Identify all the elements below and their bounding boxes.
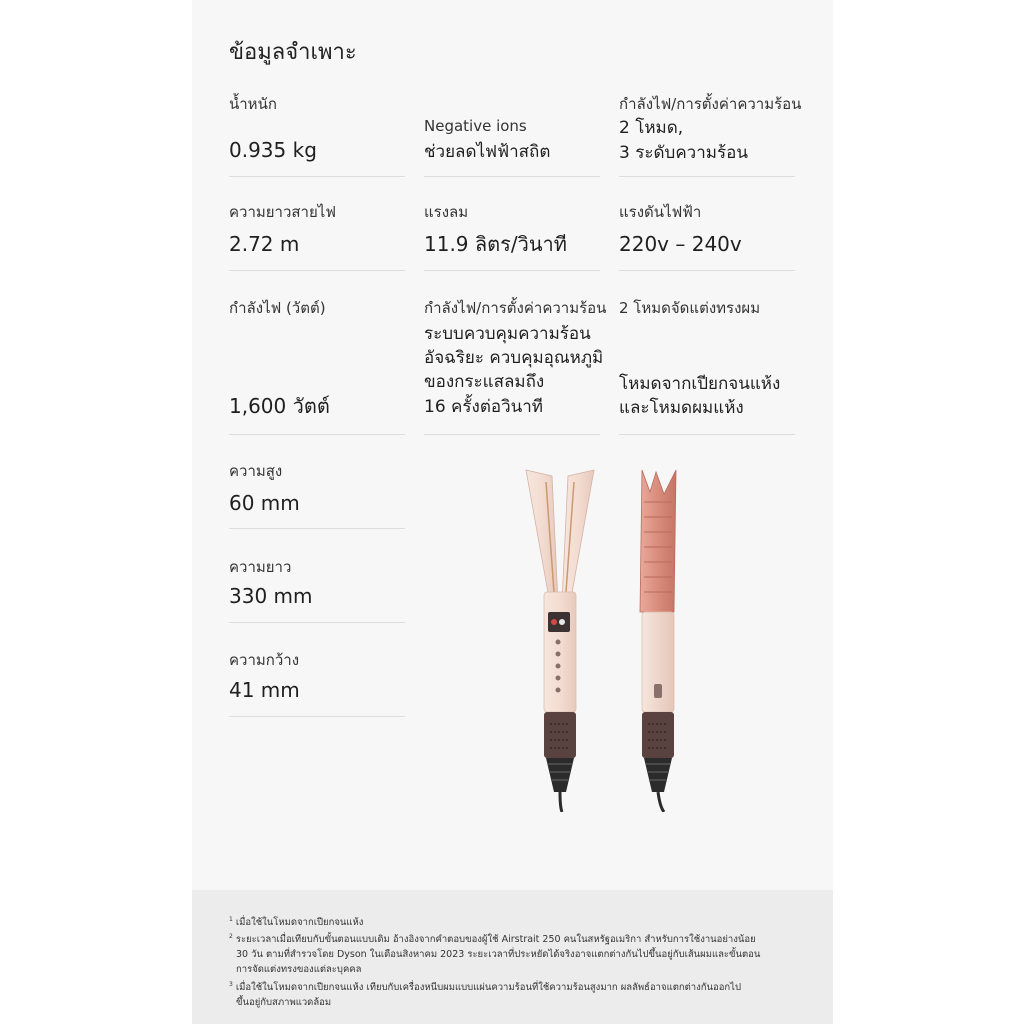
spec-label: แรงลม — [424, 203, 469, 221]
spec-value: 16 ครั้งต่อวินาที — [424, 397, 544, 417]
spec-label: ความยาว — [229, 558, 292, 576]
spec-label: ความสูง — [229, 462, 283, 480]
footnote-text: 30 วัน ตามที่สำรวจโดย Dyson ในเดือนสิงหาคม 2023 ระยะเวลาที่ประหยัดได้จริงอาจแตกต่างกันไปขึ้นอยู่กับเส้นผมและขั้นตอน — [236, 949, 761, 961]
footnote-text: ระยะเวลาเมื่อเทียบกับขั้นตอนแบบเดิม อ้างอิงจากคำตอบของผู้ใช้ Airstrait 250 คนในสหรัฐอเมริกา สำหรับการใช้งานอย่างน้อย — [235, 934, 756, 946]
spec-value: ระบบควบคุมความร้อน — [424, 324, 591, 344]
footnote-mark: 2 — [229, 933, 233, 940]
footnote-3 — [229, 977, 741, 1010]
spec-label: กำลังไฟ/การตั้งค่าความร้อน — [424, 299, 607, 317]
footnote-1 — [229, 912, 363, 930]
spec-value: 2 โหมด, — [619, 118, 684, 138]
spec-value: 1,600 วัตต์ — [229, 394, 330, 418]
spec-value: โหมดจากเปียกจนแห้ง — [619, 374, 781, 394]
spec-value: 0.935 kg — [229, 138, 317, 162]
footnote-mark: 1 — [229, 916, 233, 923]
divider — [619, 270, 795, 271]
spec-label: 2 โหมดจัดแต่งทรงผม — [619, 299, 761, 317]
divider — [229, 716, 405, 717]
divider — [229, 622, 405, 623]
divider — [424, 270, 600, 271]
divider — [619, 176, 795, 177]
footnote-2 — [229, 929, 760, 977]
spec-value: 60 mm — [229, 491, 300, 515]
page-title: ข้อมูลจำเพาะ — [229, 40, 357, 65]
spec-value: 330 mm — [229, 584, 313, 608]
divider — [229, 270, 405, 271]
divider — [424, 176, 600, 177]
spec-value: 11.9 ลิตร/วินาที — [424, 232, 567, 256]
divider — [229, 434, 405, 435]
spec-value: 3 ระดับความร้อน — [619, 143, 748, 163]
spec-value: ช่วยลดไฟฟ้าสถิต — [424, 142, 551, 162]
spec-value: 41 mm — [229, 678, 300, 702]
footnote-text: การจัดแต่งทรงของแต่ละบุคคล — [236, 964, 362, 976]
footnote-text: เมื่อใช้ในโหมดจากเปียกจนแห้ง — [235, 917, 364, 929]
footnote-text: เมื่อใช้ในโหมดจากเปียกจนแห้ง เทียบกับเครื่องหนีบผมแบบแผ่นความร้อนที่ใช้ความร้อนสูงมาก ผลลัพธ์อาจแตกต่างกันออกไป — [235, 982, 741, 994]
divider — [424, 434, 600, 435]
hair-straightener-side-image — [620, 462, 700, 812]
footnote-mark: 3 — [229, 981, 233, 988]
divider — [229, 528, 405, 529]
spec-label: แรงดันไฟฟ้า — [619, 203, 702, 221]
spec-label: กำลังไฟ/การตั้งค่าความร้อน — [619, 95, 802, 113]
spec-label: น้ำหนัก — [229, 95, 277, 113]
spec-value: 2.72 m — [229, 232, 300, 256]
footnote-text: ขึ้นอยู่กับสภาพแวดล้อม — [236, 997, 332, 1009]
spec-label: Negative ions — [424, 117, 527, 135]
spec-label: กำลังไฟ (วัตต์) — [229, 299, 326, 317]
divider — [229, 176, 405, 177]
hair-straightener-front-image — [510, 462, 610, 812]
spec-label: ความกว้าง — [229, 651, 300, 669]
spec-value: ของกระแสลมถึง — [424, 372, 545, 392]
spec-value: 220v – 240v — [619, 232, 742, 256]
spec-value: และโหมดผมแห้ง — [619, 398, 744, 418]
spec-label: ความยาวสายไฟ — [229, 203, 336, 221]
divider — [619, 434, 795, 435]
spec-value: อัจฉริยะ ควบคุมอุณหภูมิ — [424, 348, 604, 368]
